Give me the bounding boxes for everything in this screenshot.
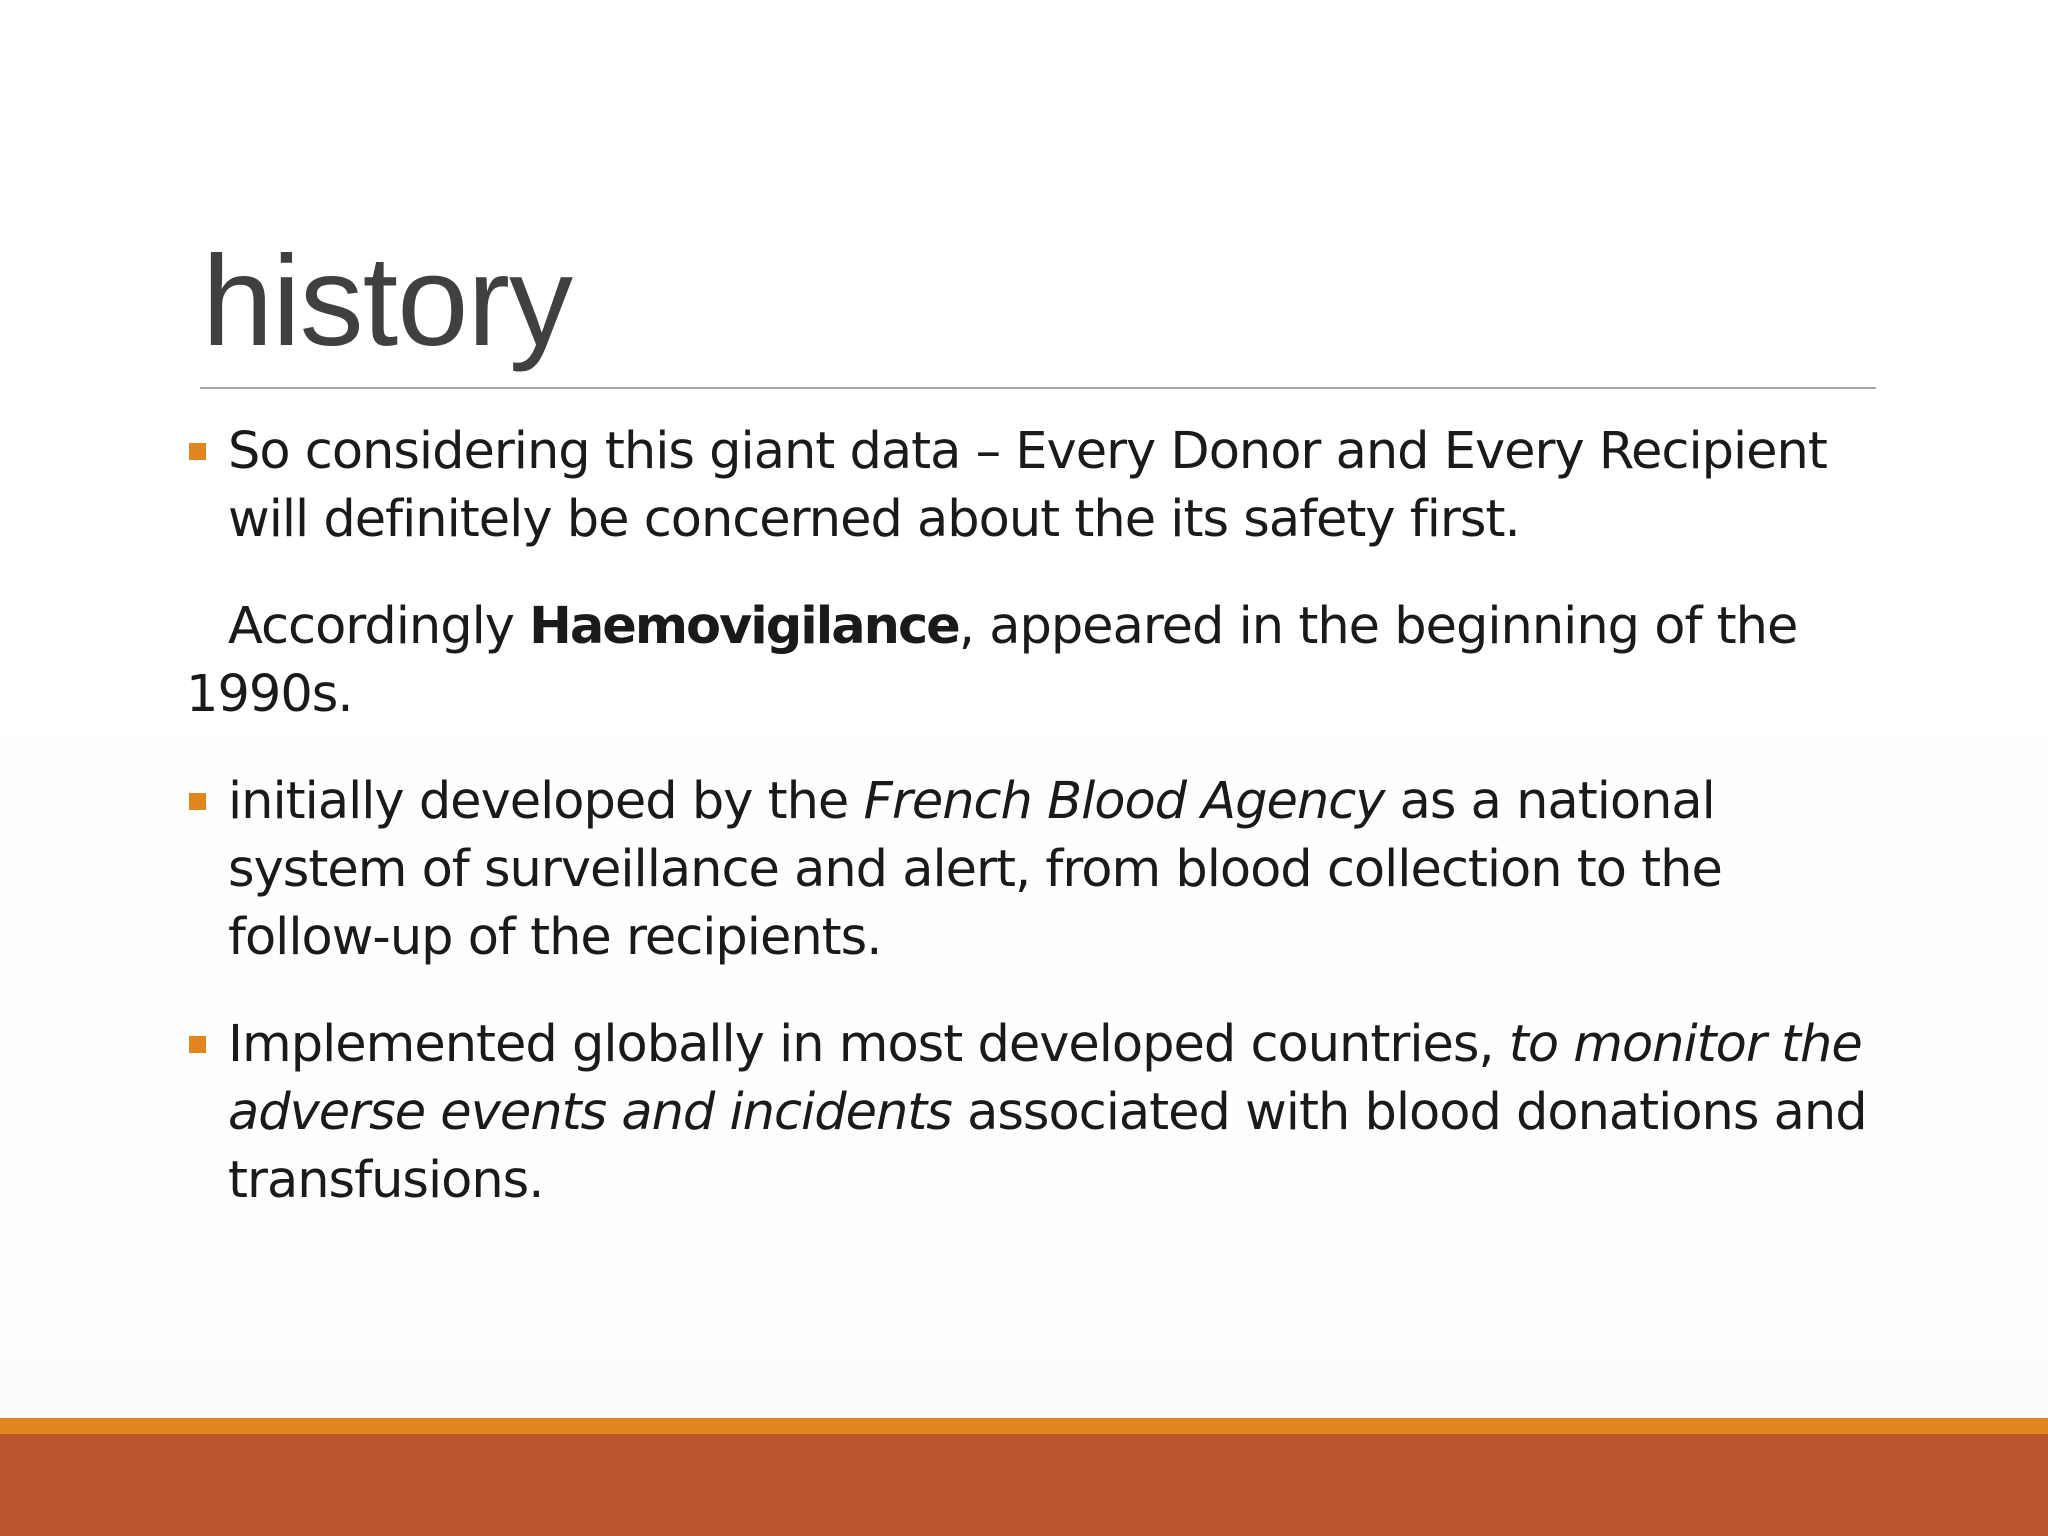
text-segment: Accordingly — [228, 597, 530, 656]
text-segment: Implemented globally in most developed countries, — [228, 1015, 1509, 1074]
italic-phrase: to monitor the adverse events and incidents — [228, 1015, 1862, 1142]
footer-band — [0, 1434, 2048, 1536]
bold-term: Haemovigilance — [529, 597, 959, 656]
title-divider — [200, 387, 1876, 389]
square-bullet-icon — [189, 443, 206, 460]
square-bullet-icon — [189, 1036, 206, 1053]
text-segment: So considering this giant data – Every Donor and Every Recipient will definitely be concerned about the its safety first. — [228, 422, 1827, 549]
bullet-paragraph-4 — [186, 1011, 1876, 1215]
paragraph-2 — [186, 593, 1876, 729]
text-segment: as a national system of surveillance and alert, from blood collection to the follow-up of the recipients. — [228, 772, 1722, 967]
text-segment: associated with blood donations and transfusions. — [228, 1083, 1867, 1210]
footer-accent-stripe — [0, 1418, 2048, 1434]
bullet-paragraph-3 — [186, 768, 1876, 972]
paragraph-text — [206, 768, 1876, 972]
paragraph-text — [206, 418, 1876, 554]
slide-title: history — [202, 230, 572, 373]
bullet-paragraph-1 — [186, 418, 1876, 554]
paragraph-text — [206, 1011, 1876, 1215]
text-segment: initially developed by the — [228, 772, 864, 831]
slide-body — [186, 418, 1876, 1254]
text-segment: , appeared in the beginning of the 1990s. — [186, 597, 1798, 724]
square-bullet-icon — [189, 793, 206, 810]
italic-term: French Blood Agency — [863, 772, 1385, 831]
